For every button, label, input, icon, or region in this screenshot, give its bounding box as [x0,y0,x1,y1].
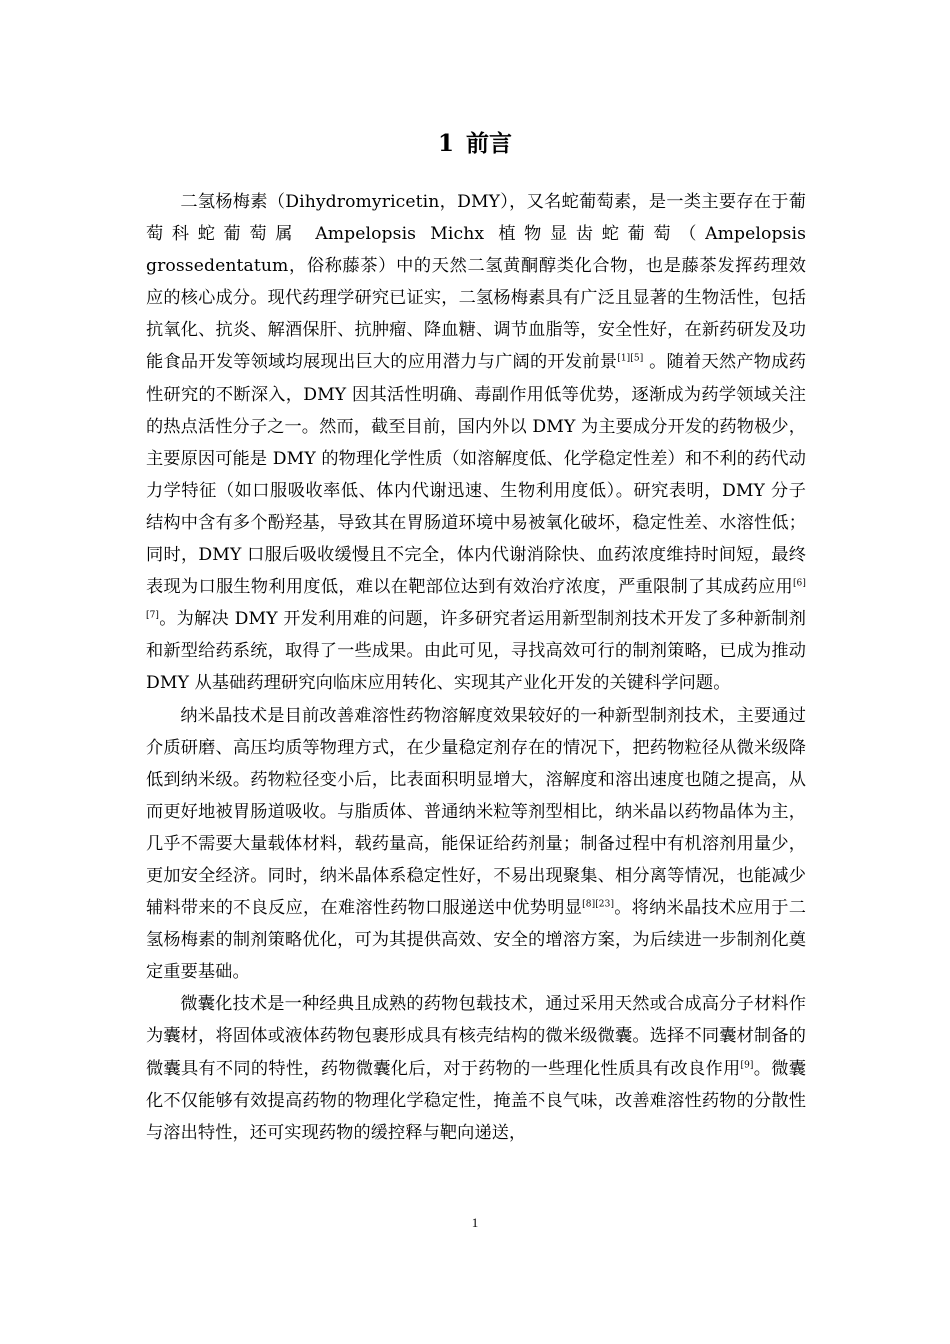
paragraph-dmy-intro [146,186,806,700]
paragraph-text: 。为解决 DMY 开发利用难的问题，许多研究者运用新型制剂技术开发了多种新制剂和新型给药系统，取得了一些成果。由此可见，寻找高效可行的制剂策略，已成为推动 DMY 从基础药理研究向临床应用转化、实现其产业化开发的关键科学问题。 [146,609,806,694]
citation: [9] [740,1059,754,1070]
paragraph-nanocrystal [146,700,806,989]
citation: [1][5] [617,353,644,364]
page-number: 1 [471,1215,479,1230]
paragraph-text: 。将纳米晶技术应用于二氢杨梅素的制剂策略优化，可为其提供高效、安全的增溶方案，为后续进一步制剂化奠定重要基础。 [146,898,806,983]
citation: [6][7] [146,578,806,621]
paragraph-text: 。微囊化不仅能够有效提高药物的物理化学稳定性，掩盖不良气味，改善难溶性药物的分散性与溶出特性，还可实现药物的缓控释与靶向递送， [146,1058,806,1143]
paragraph-microcapsule [146,988,806,1148]
section-number: 1 [437,130,454,157]
paragraph-text: 。随着天然产物成药性研究的不断深入，DMY 因其活性明确、毒副作用低等优势，逐渐成为药学领域关注的热点活性分子之一。然而，截至目前，国内外以 DMY 为主要成分开发的药物极少，主要原因可能是 DMY 的物理化学性质（如溶解度低、化学稳定性差）和不利的药代动力学特征（如口服吸收率低、体内代谢迅速、生物利用度低）。研究表明，DMY 分子结构中含有多个酚羟基，导致其在胃肠道环境中易被氧化破坏，稳定性差、水溶性低；同时，DMY 口服后吸收缓慢且不完全，体内代谢消除快、血药浓度维持时间短，最终表现为口服生物利用度低，难以在靶部位达到有效治疗浓度，严重限制了其成药应用 [146,352,807,598]
paragraph-text: 纳米晶技术是目前改善难溶性药物溶解度效果较好的一种新型制剂技术，主要通过介质研磨、高压均质等物理方式，在少量稳定剂存在的情况下，把药物粒径从微米级降低到纳米级。药物粒径变小后，比表面积明显增大，溶解度和溶出速度也随之提高，从而更好地被胃肠道吸收。与脂质体、普通纳米粒等剂型相比，纳米晶以药物晶体为主，几乎不需要大量载体材料，载药量高，能保证给药剂量；制备过程中有机溶剂用量少，更加安全经济。同时，纳米晶体系稳定性好，不易出现聚集、相分离等情况，也能减少辅料带来的不良反应，在难溶性药物口服递送中优势明显 [146,705,806,919]
section-heading [0,126,950,162]
body-text [146,186,806,1149]
section-title: 前言 [466,130,512,157]
paragraph-text: 微囊化技术是一种经典且成熟的药物包载技术，通过采用天然或合成高分子材料作为囊材，将固体或液体药物包裹形成具有核壳结构的微米级微囊。选择不同囊材制备的微囊具有不同的特性，药物微囊化后，对于药物的一些理化性质具有改良作用 [146,994,806,1079]
paragraph-text: 二氢杨梅素（Dihydromyricetin，DMY），又名蛇葡萄素，是一类主要存在于葡萄科蛇葡萄属 Ampelopsis Michx 植物显齿蛇葡萄（Ampelopsis grossedentatum，俗称藤茶）中的天然二氢黄酮醇类化合物，也是藤茶发挥药理效应的核心成分。现代药理学研究已证实，二氢杨梅素具有广泛且显著的生物活性，包括抗氧化、抗炎、解酒保肝、抗肿瘤、降血糖、调节血脂等，安全性好，在新药研发及功能食品开发等领域均展现出巨大的应用潜力与广阔的开发前景 [146,192,806,373]
citation: [8][23] [582,899,615,910]
